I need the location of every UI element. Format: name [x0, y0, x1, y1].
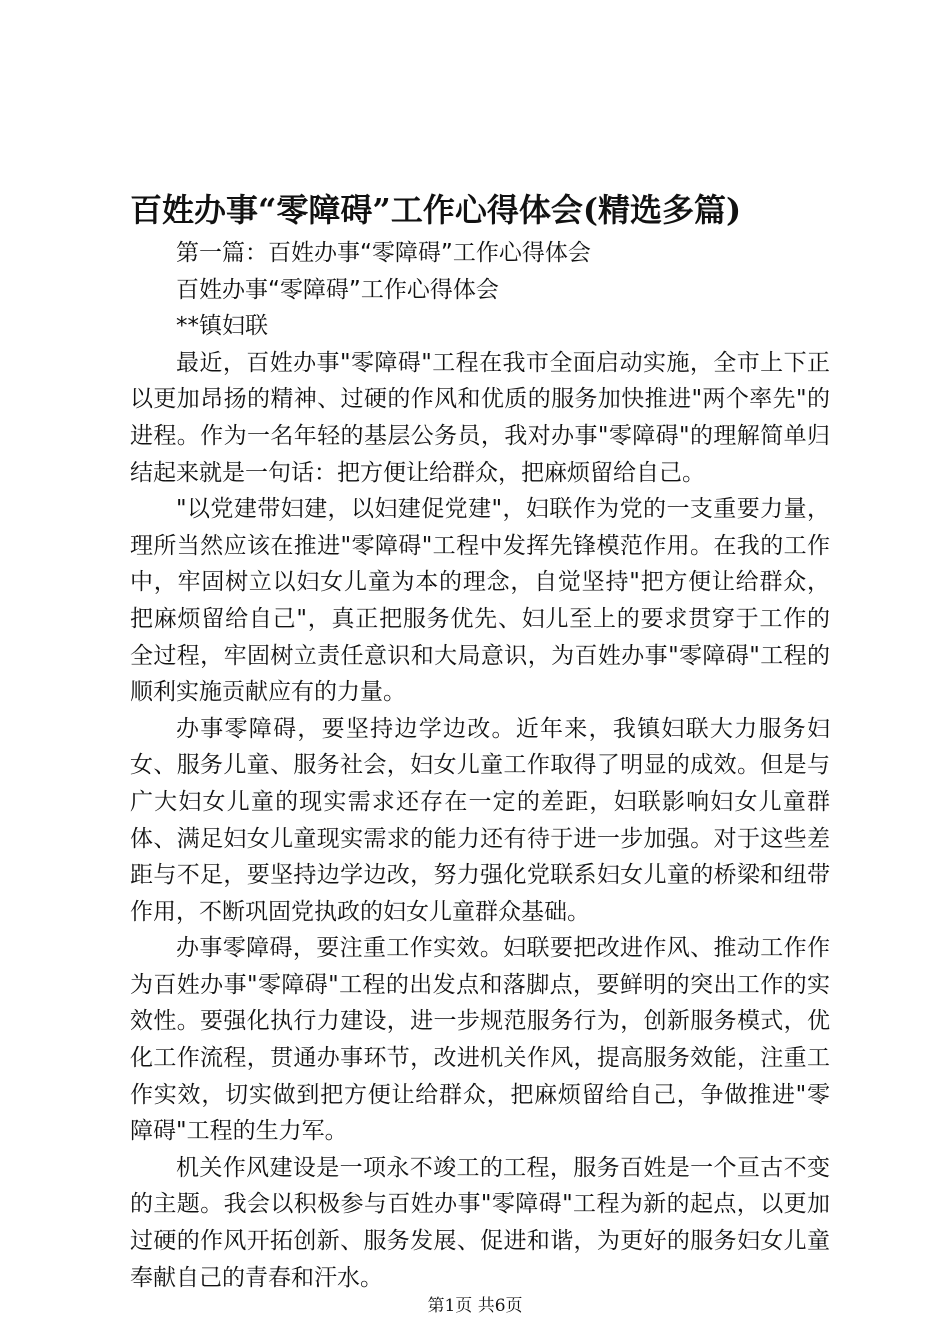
page-footer: 第1页 共6页 [427, 1296, 523, 1316]
paragraph: "以党建带妇建，以妇建促党建"，妇联作为党的一支重要力量，理所当然应该在推进"零障碍"工程中发挥先锋模范作用。在我的工作中，牢固树立以妇女儿童为本的理念，自觉坚持"把方便让给群众，把麻烦留给自己"，真正把服务优先、妇儿至上的要求贯穿于工作的全过程，牢固树立责任意识和大局意识，为百姓办事"零障碍"工程的顺利实施贡献应有的力量。 [130, 496, 830, 706]
subtitle: 百姓办事“零障碍”工作心得体会 [176, 276, 499, 303]
section-heading: 第一篇：百姓办事“零障碍”工作心得体会 [176, 240, 591, 266]
paragraph: 办事零障碍，要坚持边学边改。近年来，我镇妇联大力服务妇女、服务儿童、服务社会，妇女儿童工作取得了明显的成效。但是与广大妇女儿童的现实需求还存在一定的差距，妇联影响妇女儿童群体、满足妇女儿童现实需求的能力还有待于进一步加强。对于这些差距与不足，要坚持边学边改，努力强化党联系妇女儿童的桥梁和纽带作用，不断巩固党执政的妇女儿童群众基础。 [130, 715, 830, 925]
document-body [130, 235, 830, 1296]
paragraph: 办事零障碍，要注重工作实效。妇联要把改进作风、推动工作作为百姓办事"零障碍"工程的出发点和落脚点，要鲜明的突出工作的实效性。要强化执行力建设，进一步规范服务行为，创新服务模式，优化工作流程，贯通办事环节，改进机关作风，提高服务效能，注重工作实效，切实做到把方便让给群众，把麻烦留给自己，争做推进"零障碍"工程的生力军。 [130, 935, 830, 1145]
paragraph: 最近，百姓办事"零障碍"工程在我市全面启动实施，全市上下正以更加昂扬的精神、过硬的作风和优质的服务加快推进"两个率先"的进程。作为一名年轻的基层公务员，我对办事"零障碍"的理解简单归结起来就是一句话：把方便让给群众，把麻烦留给自己。 [130, 349, 830, 486]
author-line: **镇妇联 [176, 313, 268, 340]
paragraph: 机关作风建设是一项永不竣工的工程，服务百姓是一个亘古不变的主题。我会以积极参与百姓办事"零障碍"工程为新的起点，以更加过硬的作风开拓创新、服务发展、促进和谐，为更好的服务妇女儿童奉献自己的青春和汗水。 [130, 1154, 830, 1291]
document-title: 百姓办事“零障碍”工作心得体会(精选多篇) [130, 191, 742, 229]
